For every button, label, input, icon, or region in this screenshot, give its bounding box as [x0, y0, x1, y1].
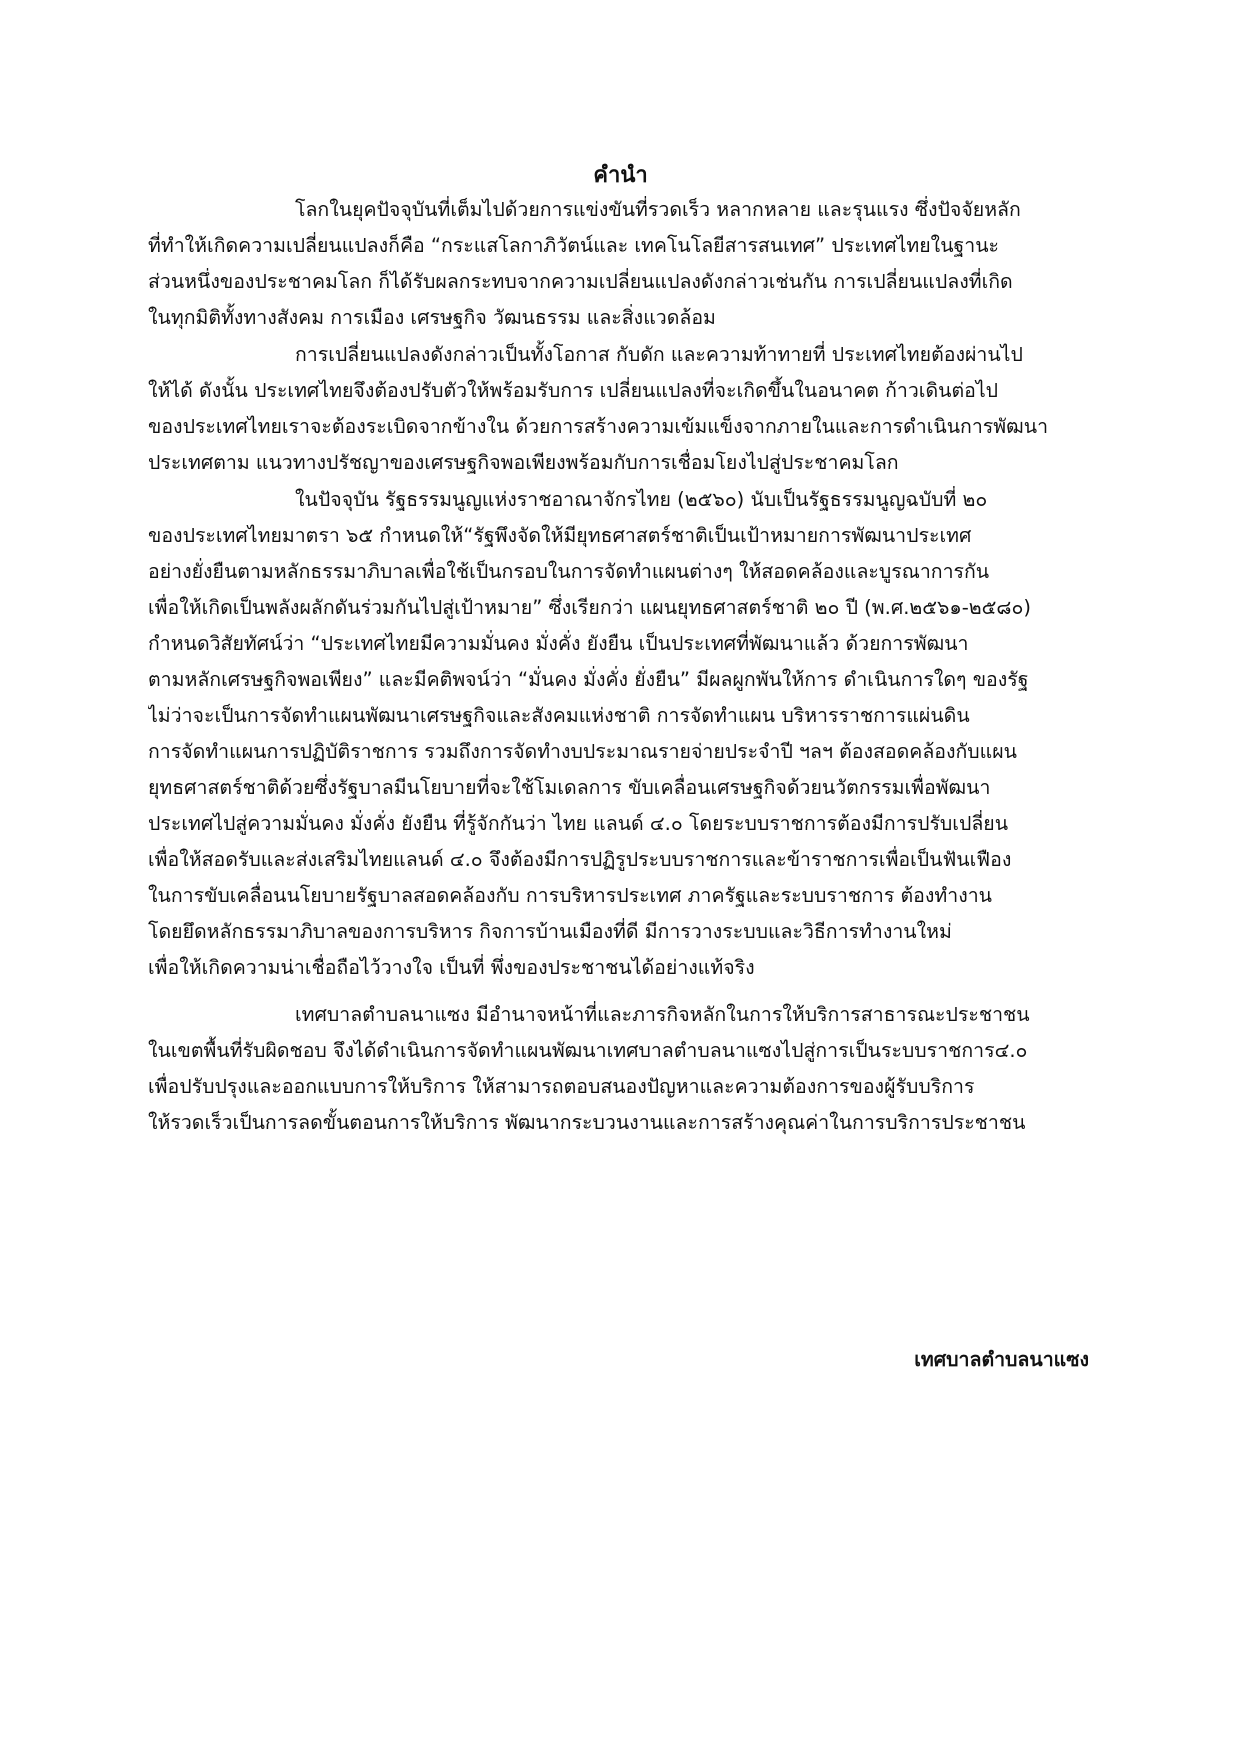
paragraph-line: ไม่ว่าจะเป็นการจัดทำแผนพัฒนาเศรษฐกิจและสังคมแห่งชาติ การจัดทำแผน บริหารราชการแผ่นดิน [148, 704, 970, 727]
paragraph-line: เทศบาลตำบลนาแซง มีอำนาจหน้าที่และภารกิจหลักในการให้บริการสาธารณะประชาชน [295, 1003, 1030, 1026]
paragraph-line: ในทุกมิติทั้งทางสังคม การเมือง เศรษฐกิจ วัฒนธรรม และสิ่งแวดล้อม [148, 306, 716, 329]
paragraph-line: ประเทศตาม แนวทางปรัชญาของเศรษฐกิจพอเพียงพร้อมกับการเชื่อมโยงไปสู่ประชาคมโลก [148, 451, 899, 474]
paragraph-globalization [148, 192, 1090, 336]
paragraph-national-strategy [148, 482, 1090, 986]
paragraph-line: ของประเทศไทยมาตรา ๖๕ กำหนดให้“รัฐพึงจัดให้มียุทธศาสตร์ชาติเป็นเป้าหมายการพัฒนาประเทศ [148, 524, 972, 547]
paragraph-municipality [148, 997, 1090, 1141]
paragraph-line: การจัดทำแผนการปฏิบัติราชการ รวมถึงการจัดทำงบประมาณรายจ่ายประจำปี ฯลฯ ต้องสอดคล้องกับแผน [148, 740, 1018, 763]
paragraph-line: ให้ได้ ดังนั้น ประเทศไทยจึงต้องปรับตัวให้พร้อมรับการ เปลี่ยนแปลงที่จะเกิดขึ้นในอนาคต ก้าวเดินต่อไป [148, 379, 999, 402]
paragraph-line: ในเขตพื้นที่รับผิดชอบ จึงได้ดำเนินการจัดทำแผนพัฒนาเทศบาลตำบลนาแซงไปสู่การเป็นระบบราชการ๔.๐ [148, 1039, 1028, 1062]
paragraph-line: ให้รวดเร็วเป็นการลดขั้นตอนการให้บริการ พัฒนากระบวนงานและการสร้างคุณค่าในการบริการประชาชน [148, 1111, 1026, 1134]
paragraph-line: การเปลี่ยนแปลงดังกล่าวเป็นทั้งโอกาส กับดัก และความท้าทายที่ ประเทศไทยต้องผ่านไป [295, 343, 1023, 366]
paragraph-line: ในการขับเคลื่อนนโยบายรัฐบาลสอดคล้องกับ การบริหารประเทศ ภาครัฐและระบบราชการ ต้องทำงาน [148, 884, 993, 907]
paragraph-line: เพื่อให้เกิดความน่าเชื่อถือไว้วางใจ เป็นที่ พึ่งของประชาชนได้อย่างแท้จริง [148, 956, 755, 979]
paragraph-line: เพื่อให้สอดรับและส่งเสริมไทยแลนด์ ๔.๐ จึงต้องมีการปฏิรูประบบราชการและข้าราชการเพื่อเป็นฟันเฟือง [148, 848, 1012, 871]
paragraph-line: โดยยึดหลักธรรมาภิบาลของการบริหาร กิจการบ้านเมืองที่ดี มีการวางระบบและวิธีการทำงานใหม่ [148, 920, 952, 943]
paragraph-line: โลกในยุคปัจจุบันที่เต็มไปด้วยการแข่งขันที่รวดเร็ว หลากหลาย และรุนแรง ซึ่งปัจจัยหลัก [295, 198, 1021, 221]
paragraph-line: ตามหลักเศรษฐกิจพอเพียง” และมีคติพจน์ว่า “มั่นคง มั่งคั่ง ยั่งยืน” มีผลผูกพันให้การ ดำเนินการใดๆ ของรัฐ [148, 668, 1029, 691]
paragraph-line: ของประเทศไทยเราจะต้องระเบิดจากข้างใน ด้วยการสร้างความเข้มแข็งจากภายในและการดำเนินการพัฒนา [148, 415, 1049, 438]
signature: เทศบาลตำบลนาแซง [914, 1348, 1089, 1371]
paragraph-line: เพื่อให้เกิดเป็นพลังผลักดันร่วมกันไปสู่เป้าหมาย” ซึ่งเรียกว่า แผนยุทธศาสตร์ชาติ ๒๐ ปี (พ.ศ.๒๕๖๑-๒๕๘๐) [148, 596, 1031, 619]
paragraph-line: ยุทธศาสตร์ชาติด้วยซึ่งรัฐบาลมีนโยบายที่จะใช้โมเดลการ ขับเคลื่อนเศรษฐกิจด้วยนวัตกรรมเพื่อพัฒนา [148, 776, 991, 799]
paragraph-line: กำหนดวิสัยทัศน์ว่า “ประเทศไทยมีความมั่นคง มั่งคั่ง ยังยืน เป็นประเทศที่พัฒนาแล้ว ด้วยการพัฒนา [148, 632, 969, 655]
paragraph-line: ประเทศไปสู่ความมั่นคง มั่งคั่ง ยังยืน ที่รู้จักกันว่า ไทย แลนด์ ๔.๐ โดยระบบราชการต้องมีการปรับเปลี่ยน [148, 812, 1009, 835]
paragraph-line: เพื่อปรับปรุงและออกแบบการให้บริการ ให้สามารถตอบสนองปัญหาและความต้องการของผู้รับบริการ [148, 1075, 975, 1098]
paragraph-line: อย่างยั่งยืนตามหลักธรรมาภิบาลเพื่อใช้เป็นกรอบในการจัดทำแผนต่างๆ ให้สอดคล้องและบูรณาการกัน [148, 560, 990, 583]
paragraph-line: ในปัจจุบัน รัฐธรรมนูญแห่งราชอาณาจักรไทย (๒๕๖๐) นับเป็นรัฐธรรมนูญฉบับที่ ๒๐ [295, 488, 988, 511]
paragraph-challenges [148, 337, 1090, 481]
paragraph-line: ที่ทำให้เกิดความเปลี่ยนแปลงก็คือ “กระแสโลกาภิวัตน์และ เทคโนโลยีสารสนเทศ” ประเทศไทยในฐานะ [148, 234, 1000, 257]
page-title: คำนำ [593, 163, 648, 188]
paragraph-line: ส่วนหนึ่งของประชาคมโลก ก็ได้รับผลกระทบจากความเปลี่ยนแปลงดังกล่าวเช่นกัน การเปลี่ยนแปลงที่เกิด [148, 270, 1013, 293]
